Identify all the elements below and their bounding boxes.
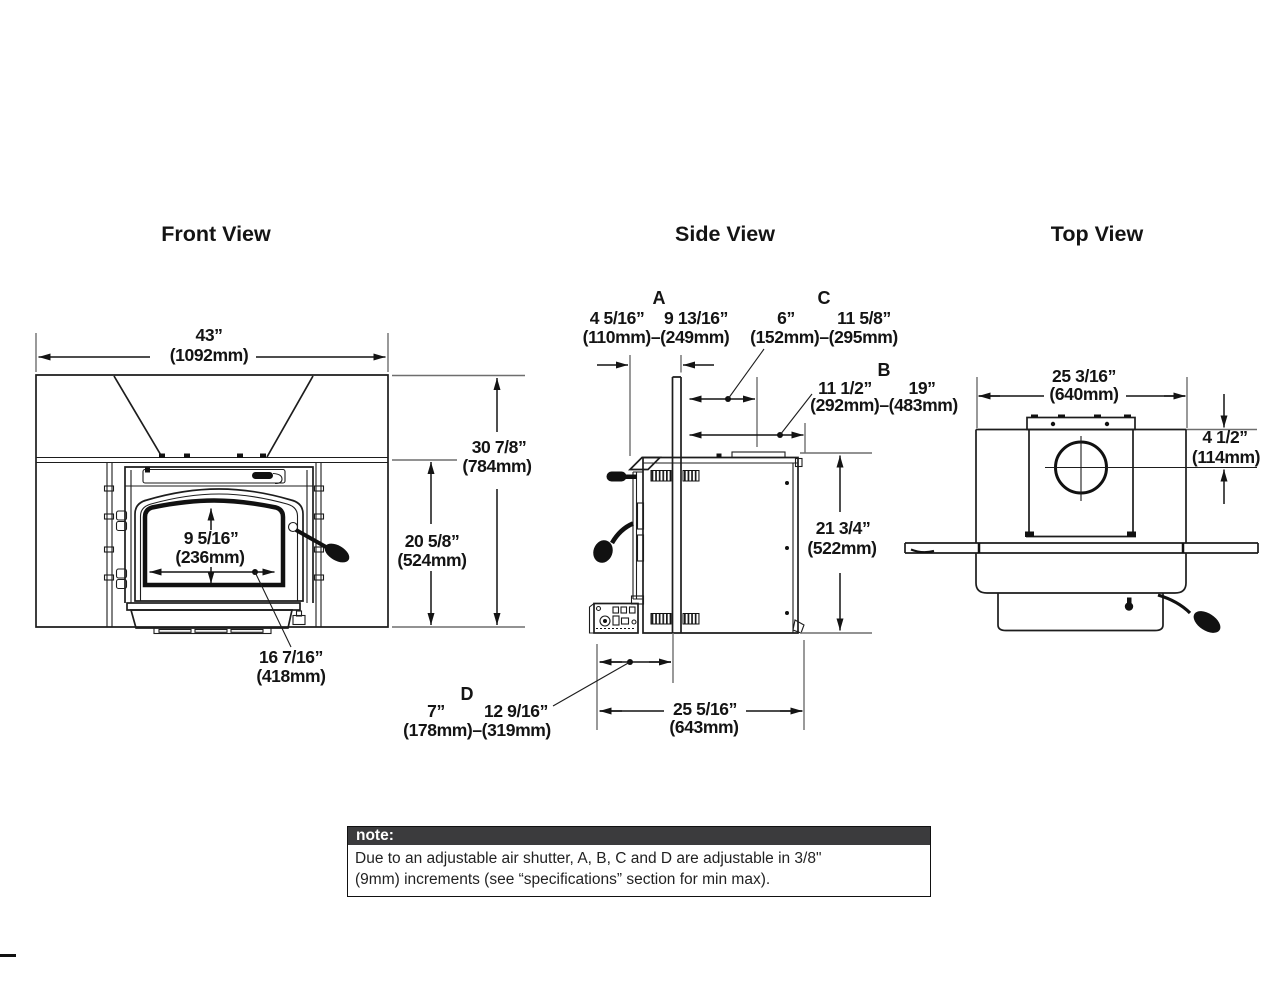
glass-height-mm: (236mm)	[175, 547, 245, 567]
front-view	[36, 222, 532, 686]
insert-height-mm: (524mm)	[397, 550, 467, 570]
page-edge-mark	[0, 954, 16, 957]
flue-offset-in: 4 1/2”	[1202, 427, 1248, 447]
b-min-in: 11 1/2”	[818, 378, 872, 398]
flue-pipe	[673, 377, 682, 633]
side-depth-mm: (643mm)	[669, 717, 739, 737]
overall-height-mm: (784mm)	[462, 456, 532, 476]
side-height-in: 21 3/4”	[815, 518, 871, 538]
side-view	[403, 222, 958, 740]
top-width-mm: (640mm)	[1049, 384, 1119, 404]
side-view-title: Side View	[675, 222, 775, 246]
a-max-in: 9 13/16”	[664, 308, 728, 328]
front-view-title: Front View	[161, 222, 271, 246]
c-max-in: 11 5/8”	[837, 308, 891, 328]
flue-collar-plate	[1027, 418, 1135, 430]
control-box	[590, 604, 639, 634]
insert-height-in: 20 5/8”	[404, 531, 460, 551]
note-box	[347, 826, 931, 897]
c-mm-range: (152mm)–(295mm)	[750, 327, 898, 347]
side-height-mm: (522mm)	[807, 538, 877, 558]
front-width-mm: (1092mm)	[169, 345, 249, 365]
top-width-in: 25 3/16”	[1052, 366, 1116, 386]
dim-b-letter: B	[877, 360, 891, 380]
note-header: note:	[348, 827, 930, 845]
flue-offset-mm: (114mm)	[1191, 447, 1261, 467]
note-line-1: Due to an adjustable air shutter, A, B, C and D are adjustable in 3/8"	[355, 850, 822, 867]
vent-grilles	[651, 471, 699, 625]
d-mm-range: (178mm)–(319mm)	[403, 720, 551, 740]
overall-height-in: 30 7/8”	[471, 437, 527, 457]
glass-width-mm: (418mm)	[256, 666, 326, 686]
a-min-in: 4 5/16”	[589, 308, 645, 328]
b-max-in: 19”	[908, 378, 936, 398]
c-min-in: 6”	[777, 308, 795, 328]
a-mm-range: (110mm)–(249mm)	[582, 327, 730, 347]
note-text	[348, 845, 930, 896]
d-max-in: 12 9/16”	[484, 701, 548, 721]
top-view	[905, 222, 1260, 637]
damper-handle	[252, 472, 273, 479]
front-width-in: 43”	[195, 325, 223, 345]
top-view-title: Top View	[1050, 222, 1144, 246]
dim-d-letter: D	[460, 684, 474, 704]
damper-knob	[607, 472, 627, 482]
b-mm-range: (292mm)–(483mm)	[810, 395, 958, 415]
side-depth-in: 25 5/16”	[673, 699, 737, 719]
top-door-handle	[1190, 607, 1224, 638]
d-min-in: 7”	[427, 701, 445, 721]
glass-width-in: 16 7/16”	[259, 647, 323, 667]
top-knob	[1125, 602, 1133, 610]
glass-height-in: 9 5/16”	[183, 528, 239, 548]
dim-c-letter: C	[817, 288, 831, 308]
dim-a-letter: A	[652, 288, 666, 308]
note-line-2: (9mm) increments (see “specifications” section for min max).	[355, 871, 771, 888]
